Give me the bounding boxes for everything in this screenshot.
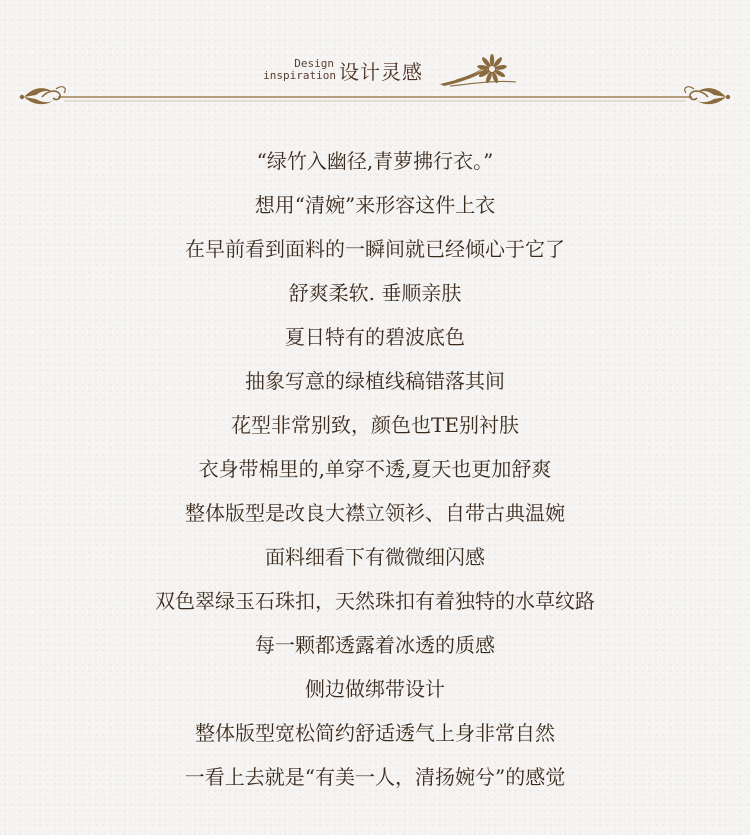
text-line: 每一颗都透露着冰透的质感: [255, 633, 495, 657]
daisy-flower-icon: [477, 54, 507, 84]
text-line: 衣身带棉里的,单穿不透,夏天也更加舒爽: [198, 457, 552, 481]
title-english-line1: Design: [294, 57, 334, 70]
flourish-right-icon: [685, 87, 730, 104]
text-line: 想用“清婉”来形容这件上衣: [254, 193, 496, 217]
text-line: 夏日特有的碧波底色: [285, 325, 465, 349]
text-line: 侧边做绑带设计: [305, 677, 445, 701]
text-line: “绿竹入幽径,青萝拂行衣。”: [256, 149, 494, 173]
text-line: 在早前看到面料的一瞬间就已经倾心于它了: [185, 237, 565, 261]
text-line: 花型非常别致，颜色也TE别衬肤: [231, 413, 519, 437]
text-line: 舒爽柔软. 垂顺亲肤: [288, 281, 462, 305]
text-line: 整体版型是改良大襟立领衫、自带古典温婉: [185, 501, 565, 525]
header-ornament: [0, 0, 750, 110]
text-line: 双色翠绿玉石珠扣，天然珠扣有着独特的水草纹路: [155, 589, 595, 613]
text-line: 抽象写意的绿植线稿错落其间: [245, 369, 505, 393]
text-line: 面料细看下有微微细闪感: [265, 545, 485, 569]
title-chinese: 设计灵感: [339, 60, 423, 84]
text-line: 一看上去就是“有美一人，清扬婉兮”的感觉: [184, 765, 566, 789]
description-text: [0, 144, 750, 804]
title-english: [256, 58, 336, 82]
flourish-left-icon: [20, 87, 65, 104]
text-line: 整体版型宽松简约舒适透气上身非常自然: [195, 721, 555, 745]
title-english-line2: inspiration: [263, 69, 336, 82]
section-header: [0, 0, 750, 110]
